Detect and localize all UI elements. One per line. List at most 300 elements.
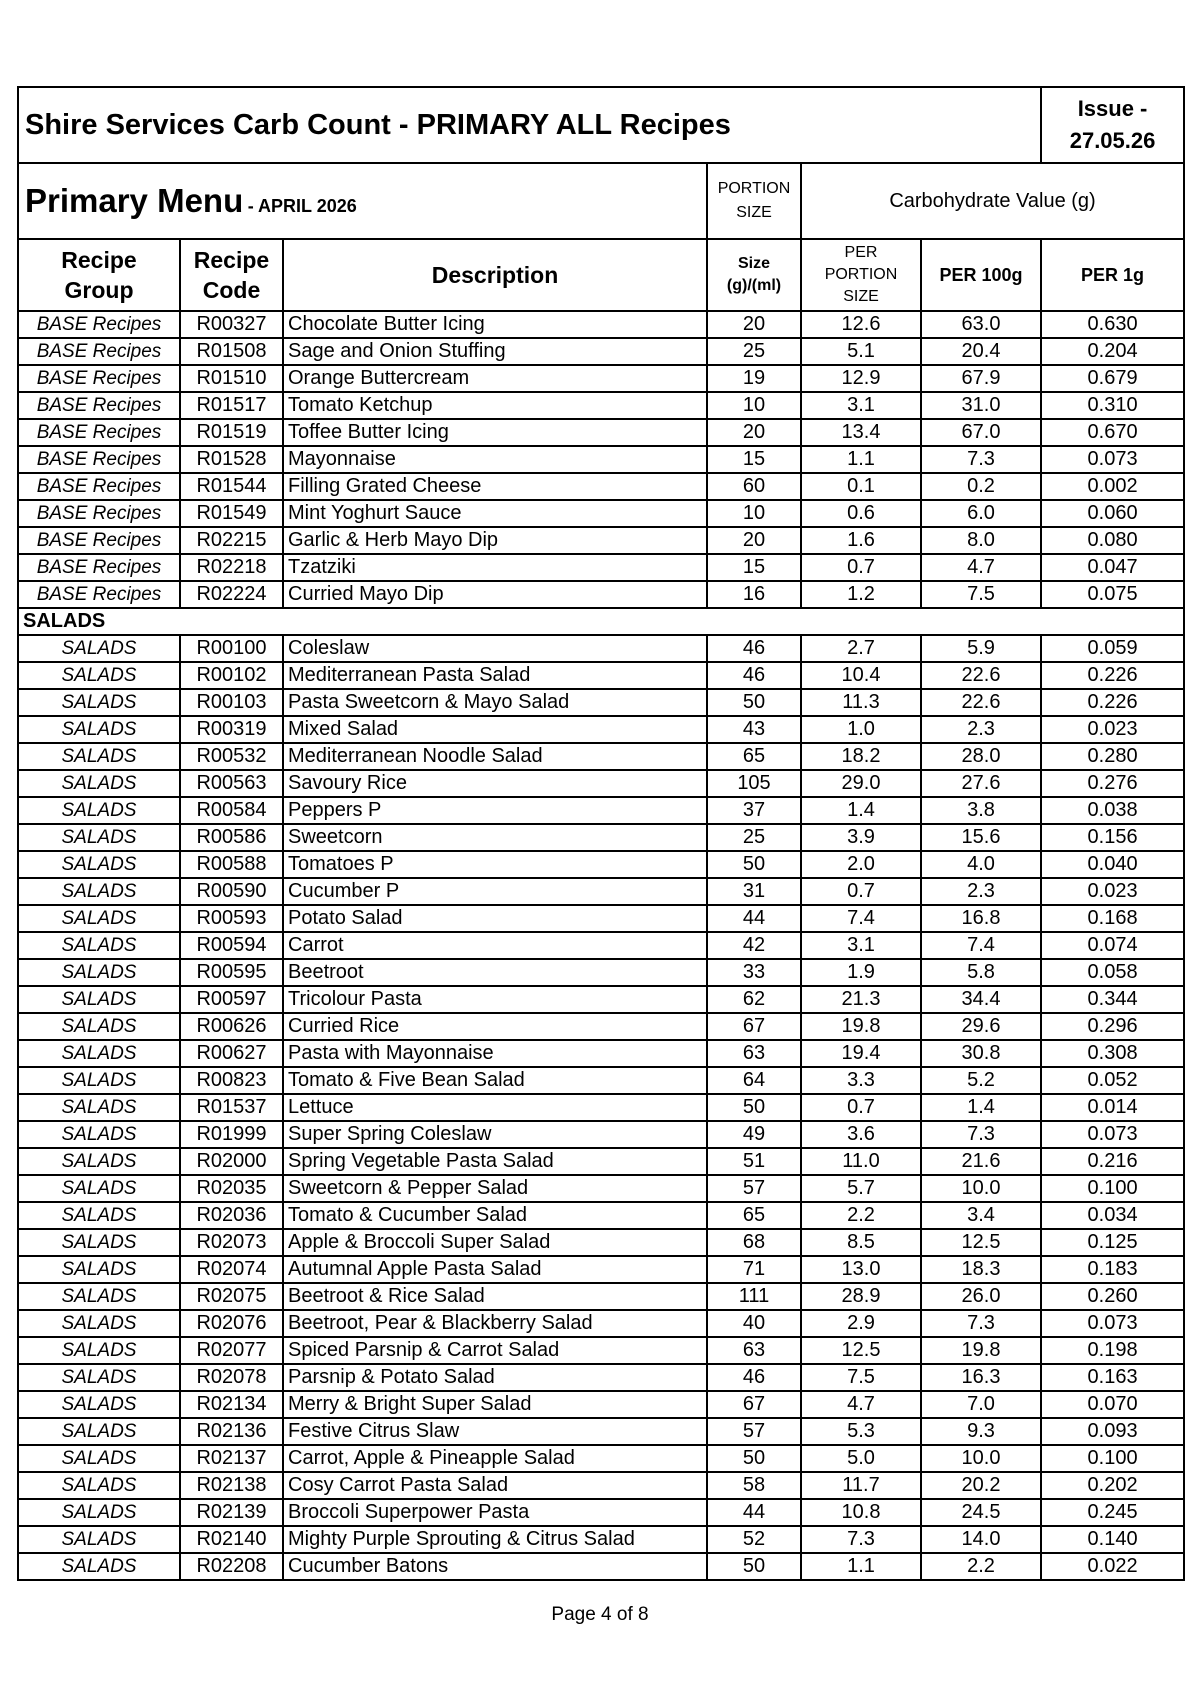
recipe-group-cell: SALADS bbox=[18, 1499, 180, 1526]
table-row bbox=[18, 392, 1184, 419]
recipe-code-cell: R00102 bbox=[180, 662, 283, 689]
size-cell: 50 bbox=[707, 1445, 801, 1472]
table-row bbox=[18, 1472, 1184, 1499]
size-cell: 31 bbox=[707, 878, 801, 905]
per-100g-cell: 2.3 bbox=[921, 716, 1041, 743]
recipe-code-cell: R02134 bbox=[180, 1391, 283, 1418]
per-portion-cell: 11.0 bbox=[801, 1148, 921, 1175]
description-cell: Curried Mayo Dip bbox=[283, 581, 707, 608]
per-1g-cell: 0.038 bbox=[1041, 797, 1184, 824]
recipe-group-cell: SALADS bbox=[18, 1040, 180, 1067]
size-cell: 62 bbox=[707, 986, 801, 1013]
carb-count-sheet bbox=[17, 86, 1183, 1581]
table-row bbox=[18, 1013, 1184, 1040]
size-cell: 57 bbox=[707, 1418, 801, 1445]
title-row bbox=[18, 87, 1184, 163]
page-number: Page 4 of 8 bbox=[551, 1604, 649, 1625]
size-cell: 46 bbox=[707, 662, 801, 689]
size-cell: 65 bbox=[707, 1202, 801, 1229]
per-100g-cell: 1.4 bbox=[921, 1094, 1041, 1121]
per-100g-cell: 28.0 bbox=[921, 743, 1041, 770]
per-1g-cell: 0.034 bbox=[1041, 1202, 1184, 1229]
recipe-code-cell: R02073 bbox=[180, 1229, 283, 1256]
recipe-group-cell: BASE Recipes bbox=[18, 392, 180, 419]
per-portion-cell: 4.7 bbox=[801, 1391, 921, 1418]
per-portion-cell: 8.5 bbox=[801, 1229, 921, 1256]
per-portion-cell: 3.3 bbox=[801, 1067, 921, 1094]
per-1g-cell: 0.074 bbox=[1041, 932, 1184, 959]
per-portion-cell: 19.4 bbox=[801, 1040, 921, 1067]
recipe-code-cell: R00597 bbox=[180, 986, 283, 1013]
description-cell: Festive Citrus Slaw bbox=[283, 1418, 707, 1445]
table-row bbox=[18, 554, 1184, 581]
per-portion-cell: 2.2 bbox=[801, 1202, 921, 1229]
portion-size-heading bbox=[707, 163, 801, 239]
table-row bbox=[18, 1445, 1184, 1472]
per-100g-cell: 10.0 bbox=[921, 1175, 1041, 1202]
recipe-group-cell: SALADS bbox=[18, 689, 180, 716]
per-1g-cell: 0.060 bbox=[1041, 500, 1184, 527]
description-cell: Carrot, Apple & Pineapple Salad bbox=[283, 1445, 707, 1472]
col-description bbox=[283, 239, 707, 311]
issue-value: 27.05.26 bbox=[1069, 128, 1156, 153]
recipe-group-cell: SALADS bbox=[18, 716, 180, 743]
recipe-code-cell: R02208 bbox=[180, 1553, 283, 1580]
recipe-group-cell: SALADS bbox=[18, 1364, 180, 1391]
per-1g-cell: 0.023 bbox=[1041, 878, 1184, 905]
description-cell: Potato Salad bbox=[283, 905, 707, 932]
col-per-100g-label: PER 100g bbox=[939, 264, 1023, 285]
portion-size-line1: PORTION bbox=[717, 180, 791, 197]
per-100g-cell: 5.8 bbox=[921, 959, 1041, 986]
description-cell: Tomato & Cucumber Salad bbox=[283, 1202, 707, 1229]
per-100g-cell: 31.0 bbox=[921, 392, 1041, 419]
per-portion-cell: 2.9 bbox=[801, 1310, 921, 1337]
col-recipe-code-line1: Recipe bbox=[193, 247, 270, 273]
document-title: Shire Services Carb Count - PRIMARY ALL Recipes bbox=[18, 87, 1041, 163]
description-cell: Cosy Carrot Pasta Salad bbox=[283, 1472, 707, 1499]
per-portion-cell: 11.3 bbox=[801, 689, 921, 716]
recipe-group-cell: SALADS bbox=[18, 1229, 180, 1256]
recipe-code-cell: R02078 bbox=[180, 1364, 283, 1391]
per-portion-cell: 5.3 bbox=[801, 1418, 921, 1445]
table-row bbox=[18, 1418, 1184, 1445]
size-cell: 68 bbox=[707, 1229, 801, 1256]
description-cell: Broccoli Superpower Pasta bbox=[283, 1499, 707, 1526]
size-cell: 10 bbox=[707, 392, 801, 419]
description-cell: Orange Buttercream bbox=[283, 365, 707, 392]
description-cell: Curried Rice bbox=[283, 1013, 707, 1040]
recipe-code-cell: R02036 bbox=[180, 1202, 283, 1229]
size-cell: 50 bbox=[707, 1553, 801, 1580]
per-portion-cell: 0.7 bbox=[801, 1094, 921, 1121]
size-cell: 15 bbox=[707, 446, 801, 473]
col-size-line2: (g)/(ml) bbox=[726, 277, 782, 294]
table-row bbox=[18, 878, 1184, 905]
recipe-code-cell: R00588 bbox=[180, 851, 283, 878]
size-cell: 63 bbox=[707, 1337, 801, 1364]
per-portion-cell: 18.2 bbox=[801, 743, 921, 770]
table-row bbox=[18, 1256, 1184, 1283]
table-row bbox=[18, 1310, 1184, 1337]
per-portion-cell: 13.0 bbox=[801, 1256, 921, 1283]
table-row bbox=[18, 1175, 1184, 1202]
size-cell: 65 bbox=[707, 743, 801, 770]
size-cell: 25 bbox=[707, 338, 801, 365]
per-portion-cell: 12.9 bbox=[801, 365, 921, 392]
per-1g-cell: 0.073 bbox=[1041, 446, 1184, 473]
recipe-code-cell: R00626 bbox=[180, 1013, 283, 1040]
recipe-group-cell: BASE Recipes bbox=[18, 500, 180, 527]
per-1g-cell: 0.052 bbox=[1041, 1067, 1184, 1094]
per-1g-cell: 0.344 bbox=[1041, 986, 1184, 1013]
size-cell: 25 bbox=[707, 824, 801, 851]
recipe-group-cell: BASE Recipes bbox=[18, 446, 180, 473]
per-1g-cell: 0.204 bbox=[1041, 338, 1184, 365]
per-100g-cell: 20.4 bbox=[921, 338, 1041, 365]
col-recipe-code-line2: Code bbox=[202, 277, 261, 303]
recipe-code-cell: R00319 bbox=[180, 716, 283, 743]
recipe-code-cell: R02137 bbox=[180, 1445, 283, 1472]
per-portion-cell: 1.4 bbox=[801, 797, 921, 824]
per-1g-cell: 0.202 bbox=[1041, 1472, 1184, 1499]
description-cell: Cucumber P bbox=[283, 878, 707, 905]
recipe-code-cell: R00595 bbox=[180, 959, 283, 986]
description-cell: Tomato & Five Bean Salad bbox=[283, 1067, 707, 1094]
per-1g-cell: 0.670 bbox=[1041, 419, 1184, 446]
col-per-portion-line1: PER bbox=[844, 244, 878, 261]
recipe-code-cell: R02139 bbox=[180, 1499, 283, 1526]
table-row bbox=[18, 311, 1184, 338]
col-per-portion-line3: SIZE bbox=[843, 288, 879, 305]
recipe-group-cell: SALADS bbox=[18, 959, 180, 986]
description-cell: Sweetcorn & Pepper Salad bbox=[283, 1175, 707, 1202]
size-cell: 20 bbox=[707, 311, 801, 338]
table-row bbox=[18, 770, 1184, 797]
per-100g-cell: 24.5 bbox=[921, 1499, 1041, 1526]
size-cell: 49 bbox=[707, 1121, 801, 1148]
col-per-1g-label: PER 1g bbox=[1081, 264, 1145, 285]
table-row bbox=[18, 365, 1184, 392]
table-row bbox=[18, 743, 1184, 770]
description-cell: Apple & Broccoli Super Salad bbox=[283, 1229, 707, 1256]
description-cell: Coleslaw bbox=[283, 635, 707, 662]
table-row bbox=[18, 419, 1184, 446]
per-1g-cell: 0.308 bbox=[1041, 1040, 1184, 1067]
table-row bbox=[18, 797, 1184, 824]
per-portion-cell: 12.5 bbox=[801, 1337, 921, 1364]
recipe-group-cell: SALADS bbox=[18, 1310, 180, 1337]
recipe-group-cell: SALADS bbox=[18, 1391, 180, 1418]
size-cell: 44 bbox=[707, 905, 801, 932]
per-100g-cell: 7.3 bbox=[921, 1121, 1041, 1148]
recipe-code-cell: R02215 bbox=[180, 527, 283, 554]
recipe-code-cell: R00627 bbox=[180, 1040, 283, 1067]
recipe-code-cell: R00594 bbox=[180, 932, 283, 959]
table-row bbox=[18, 1040, 1184, 1067]
description-cell: Mighty Purple Sprouting & Citrus Salad bbox=[283, 1526, 707, 1553]
table-row bbox=[18, 527, 1184, 554]
recipe-group-cell: SALADS bbox=[18, 1445, 180, 1472]
recipe-group-cell: SALADS bbox=[18, 986, 180, 1013]
recipe-group-cell: BASE Recipes bbox=[18, 419, 180, 446]
description-cell: Mayonnaise bbox=[283, 446, 707, 473]
size-cell: 40 bbox=[707, 1310, 801, 1337]
table-row bbox=[18, 1337, 1184, 1364]
col-per-portion-line2: PORTION bbox=[824, 266, 898, 283]
recipe-code-cell: R02077 bbox=[180, 1337, 283, 1364]
recipe-code-cell: R01519 bbox=[180, 419, 283, 446]
size-cell: 67 bbox=[707, 1013, 801, 1040]
per-100g-cell: 15.6 bbox=[921, 824, 1041, 851]
per-1g-cell: 0.216 bbox=[1041, 1148, 1184, 1175]
per-portion-cell: 5.7 bbox=[801, 1175, 921, 1202]
portion-size-line2: SIZE bbox=[736, 204, 772, 221]
recipe-code-cell: R02138 bbox=[180, 1472, 283, 1499]
recipe-code-cell: R02075 bbox=[180, 1283, 283, 1310]
size-cell: 67 bbox=[707, 1391, 801, 1418]
per-portion-cell: 7.4 bbox=[801, 905, 921, 932]
size-cell: 19 bbox=[707, 365, 801, 392]
per-1g-cell: 0.276 bbox=[1041, 770, 1184, 797]
table-row bbox=[18, 905, 1184, 932]
recipe-group-cell: SALADS bbox=[18, 1283, 180, 1310]
recipe-code-cell: R00563 bbox=[180, 770, 283, 797]
per-100g-cell: 9.3 bbox=[921, 1418, 1041, 1445]
description-cell: Pasta with Mayonnaise bbox=[283, 1040, 707, 1067]
per-1g-cell: 0.198 bbox=[1041, 1337, 1184, 1364]
per-portion-cell: 3.9 bbox=[801, 824, 921, 851]
per-100g-cell: 16.8 bbox=[921, 905, 1041, 932]
table-row bbox=[18, 1121, 1184, 1148]
per-100g-cell: 8.0 bbox=[921, 527, 1041, 554]
size-cell: 15 bbox=[707, 554, 801, 581]
size-cell: 20 bbox=[707, 419, 801, 446]
per-portion-cell: 1.0 bbox=[801, 716, 921, 743]
table-row bbox=[18, 932, 1184, 959]
per-100g-cell: 5.2 bbox=[921, 1067, 1041, 1094]
per-1g-cell: 0.058 bbox=[1041, 959, 1184, 986]
recipe-code-cell: R01544 bbox=[180, 473, 283, 500]
per-100g-cell: 63.0 bbox=[921, 311, 1041, 338]
recipe-code-cell: R02136 bbox=[180, 1418, 283, 1445]
description-cell: Mediterranean Noodle Salad bbox=[283, 743, 707, 770]
per-1g-cell: 0.140 bbox=[1041, 1526, 1184, 1553]
recipe-group-cell: SALADS bbox=[18, 1418, 180, 1445]
recipe-group-cell: BASE Recipes bbox=[18, 365, 180, 392]
per-1g-cell: 0.023 bbox=[1041, 716, 1184, 743]
description-cell: Garlic & Herb Mayo Dip bbox=[283, 527, 707, 554]
per-1g-cell: 0.022 bbox=[1041, 1553, 1184, 1580]
per-portion-cell: 3.1 bbox=[801, 392, 921, 419]
recipe-group-cell: BASE Recipes bbox=[18, 311, 180, 338]
per-portion-cell: 13.4 bbox=[801, 419, 921, 446]
per-100g-cell: 10.0 bbox=[921, 1445, 1041, 1472]
menu-heading bbox=[18, 163, 707, 239]
recipe-group-cell: BASE Recipes bbox=[18, 581, 180, 608]
col-size bbox=[707, 239, 801, 311]
recipe-group-cell: SALADS bbox=[18, 824, 180, 851]
description-cell: Chocolate Butter Icing bbox=[283, 311, 707, 338]
size-cell: 71 bbox=[707, 1256, 801, 1283]
recipe-group-cell: SALADS bbox=[18, 770, 180, 797]
size-cell: 20 bbox=[707, 527, 801, 554]
recipe-group-cell: SALADS bbox=[18, 1148, 180, 1175]
table-row bbox=[18, 851, 1184, 878]
recipe-group-cell: SALADS bbox=[18, 1067, 180, 1094]
table-row bbox=[18, 1283, 1184, 1310]
description-cell: Tomatoes P bbox=[283, 851, 707, 878]
table-row bbox=[18, 1067, 1184, 1094]
recipe-group-cell: BASE Recipes bbox=[18, 554, 180, 581]
recipe-group-cell: BASE Recipes bbox=[18, 338, 180, 365]
recipe-code-cell: R00327 bbox=[180, 311, 283, 338]
description-cell: Mediterranean Pasta Salad bbox=[283, 662, 707, 689]
per-portion-cell: 0.6 bbox=[801, 500, 921, 527]
per-100g-cell: 3.4 bbox=[921, 1202, 1041, 1229]
per-portion-cell: 10.8 bbox=[801, 1499, 921, 1526]
description-cell: Cucumber Batons bbox=[283, 1553, 707, 1580]
size-cell: 33 bbox=[707, 959, 801, 986]
recipe-group-cell: SALADS bbox=[18, 932, 180, 959]
per-100g-cell: 29.6 bbox=[921, 1013, 1041, 1040]
description-cell: Spiced Parsnip & Carrot Salad bbox=[283, 1337, 707, 1364]
table-row bbox=[18, 986, 1184, 1013]
column-header-row bbox=[18, 239, 1184, 311]
recipe-code-cell: R00586 bbox=[180, 824, 283, 851]
description-cell: Beetroot bbox=[283, 959, 707, 986]
recipe-code-cell: R00590 bbox=[180, 878, 283, 905]
recipe-group-cell: SALADS bbox=[18, 851, 180, 878]
table-row bbox=[18, 1553, 1184, 1580]
table-row bbox=[18, 689, 1184, 716]
description-cell: Parsnip & Potato Salad bbox=[283, 1364, 707, 1391]
size-cell: 42 bbox=[707, 932, 801, 959]
per-100g-cell: 7.3 bbox=[921, 1310, 1041, 1337]
description-cell: Mixed Salad bbox=[283, 716, 707, 743]
recipe-group-cell: SALADS bbox=[18, 1256, 180, 1283]
col-recipe-group-line2: Group bbox=[64, 277, 134, 303]
description-cell: Beetroot, Pear & Blackberry Salad bbox=[283, 1310, 707, 1337]
size-cell: 60 bbox=[707, 473, 801, 500]
recipe-code-cell: R02224 bbox=[180, 581, 283, 608]
carb-count-table bbox=[17, 86, 1185, 1581]
per-100g-cell: 5.9 bbox=[921, 635, 1041, 662]
description-cell: Sweetcorn bbox=[283, 824, 707, 851]
size-cell: 64 bbox=[707, 1067, 801, 1094]
recipe-code-cell: R01508 bbox=[180, 338, 283, 365]
per-portion-cell: 2.7 bbox=[801, 635, 921, 662]
size-cell: 43 bbox=[707, 716, 801, 743]
per-1g-cell: 0.310 bbox=[1041, 392, 1184, 419]
per-portion-cell: 29.0 bbox=[801, 770, 921, 797]
per-1g-cell: 0.100 bbox=[1041, 1445, 1184, 1472]
per-portion-cell: 0.1 bbox=[801, 473, 921, 500]
recipe-group-cell: BASE Recipes bbox=[18, 527, 180, 554]
description-cell: Beetroot & Rice Salad bbox=[283, 1283, 707, 1310]
recipe-group-cell: SALADS bbox=[18, 797, 180, 824]
per-portion-cell: 5.1 bbox=[801, 338, 921, 365]
description-cell: Carrot bbox=[283, 932, 707, 959]
description-cell: Merry & Bright Super Salad bbox=[283, 1391, 707, 1418]
recipe-group-cell: SALADS bbox=[18, 1553, 180, 1580]
per-portion-cell: 1.9 bbox=[801, 959, 921, 986]
per-100g-cell: 2.2 bbox=[921, 1553, 1041, 1580]
per-100g-cell: 7.0 bbox=[921, 1391, 1041, 1418]
per-100g-cell: 4.7 bbox=[921, 554, 1041, 581]
per-100g-cell: 22.6 bbox=[921, 662, 1041, 689]
per-portion-cell: 1.2 bbox=[801, 581, 921, 608]
size-cell: 105 bbox=[707, 770, 801, 797]
section-header-row bbox=[18, 608, 1184, 635]
size-cell: 57 bbox=[707, 1175, 801, 1202]
per-portion-cell: 1.6 bbox=[801, 527, 921, 554]
size-cell: 46 bbox=[707, 635, 801, 662]
col-per-100g bbox=[921, 239, 1041, 311]
per-100g-cell: 12.5 bbox=[921, 1229, 1041, 1256]
recipe-code-cell: R01999 bbox=[180, 1121, 283, 1148]
per-portion-cell: 1.1 bbox=[801, 446, 921, 473]
recipe-code-cell: R02074 bbox=[180, 1256, 283, 1283]
table-row bbox=[18, 635, 1184, 662]
per-100g-cell: 34.4 bbox=[921, 986, 1041, 1013]
table-row bbox=[18, 1364, 1184, 1391]
per-1g-cell: 0.075 bbox=[1041, 581, 1184, 608]
per-portion-cell: 7.5 bbox=[801, 1364, 921, 1391]
table-row bbox=[18, 500, 1184, 527]
per-1g-cell: 0.226 bbox=[1041, 689, 1184, 716]
size-cell: 111 bbox=[707, 1283, 801, 1310]
menu-subtitle: - APRIL 2026 bbox=[247, 196, 357, 216]
per-100g-cell: 22.6 bbox=[921, 689, 1041, 716]
per-portion-cell: 5.0 bbox=[801, 1445, 921, 1472]
table-row bbox=[18, 338, 1184, 365]
recipe-code-cell: R01510 bbox=[180, 365, 283, 392]
per-100g-cell: 26.0 bbox=[921, 1283, 1041, 1310]
per-100g-cell: 3.8 bbox=[921, 797, 1041, 824]
issue-date bbox=[1041, 87, 1184, 163]
description-cell: Spring Vegetable Pasta Salad bbox=[283, 1148, 707, 1175]
per-1g-cell: 0.093 bbox=[1041, 1418, 1184, 1445]
carb-value-heading: Carbohydrate Value (g) bbox=[801, 163, 1184, 239]
recipe-group-cell: SALADS bbox=[18, 743, 180, 770]
recipe-group-cell: SALADS bbox=[18, 1094, 180, 1121]
per-portion-cell: 1.1 bbox=[801, 1553, 921, 1580]
description-cell: Filling Grated Cheese bbox=[283, 473, 707, 500]
table-row bbox=[18, 1094, 1184, 1121]
per-portion-cell: 11.7 bbox=[801, 1472, 921, 1499]
issue-label: Issue - bbox=[1077, 96, 1148, 121]
col-recipe-group bbox=[18, 239, 180, 311]
table-row bbox=[18, 1202, 1184, 1229]
size-cell: 50 bbox=[707, 689, 801, 716]
per-1g-cell: 0.260 bbox=[1041, 1283, 1184, 1310]
per-1g-cell: 0.156 bbox=[1041, 824, 1184, 851]
per-portion-cell: 3.1 bbox=[801, 932, 921, 959]
table-row bbox=[18, 1526, 1184, 1553]
recipe-group-cell: SALADS bbox=[18, 635, 180, 662]
per-100g-cell: 7.5 bbox=[921, 581, 1041, 608]
description-cell: Tricolour Pasta bbox=[283, 986, 707, 1013]
per-1g-cell: 0.014 bbox=[1041, 1094, 1184, 1121]
per-100g-cell: 21.6 bbox=[921, 1148, 1041, 1175]
per-1g-cell: 0.630 bbox=[1041, 311, 1184, 338]
description-cell: Pasta Sweetcorn & Mayo Salad bbox=[283, 689, 707, 716]
description-cell: Super Spring Coleslaw bbox=[283, 1121, 707, 1148]
recipe-code-cell: R02140 bbox=[180, 1526, 283, 1553]
per-100g-cell: 30.8 bbox=[921, 1040, 1041, 1067]
recipe-code-cell: R02218 bbox=[180, 554, 283, 581]
